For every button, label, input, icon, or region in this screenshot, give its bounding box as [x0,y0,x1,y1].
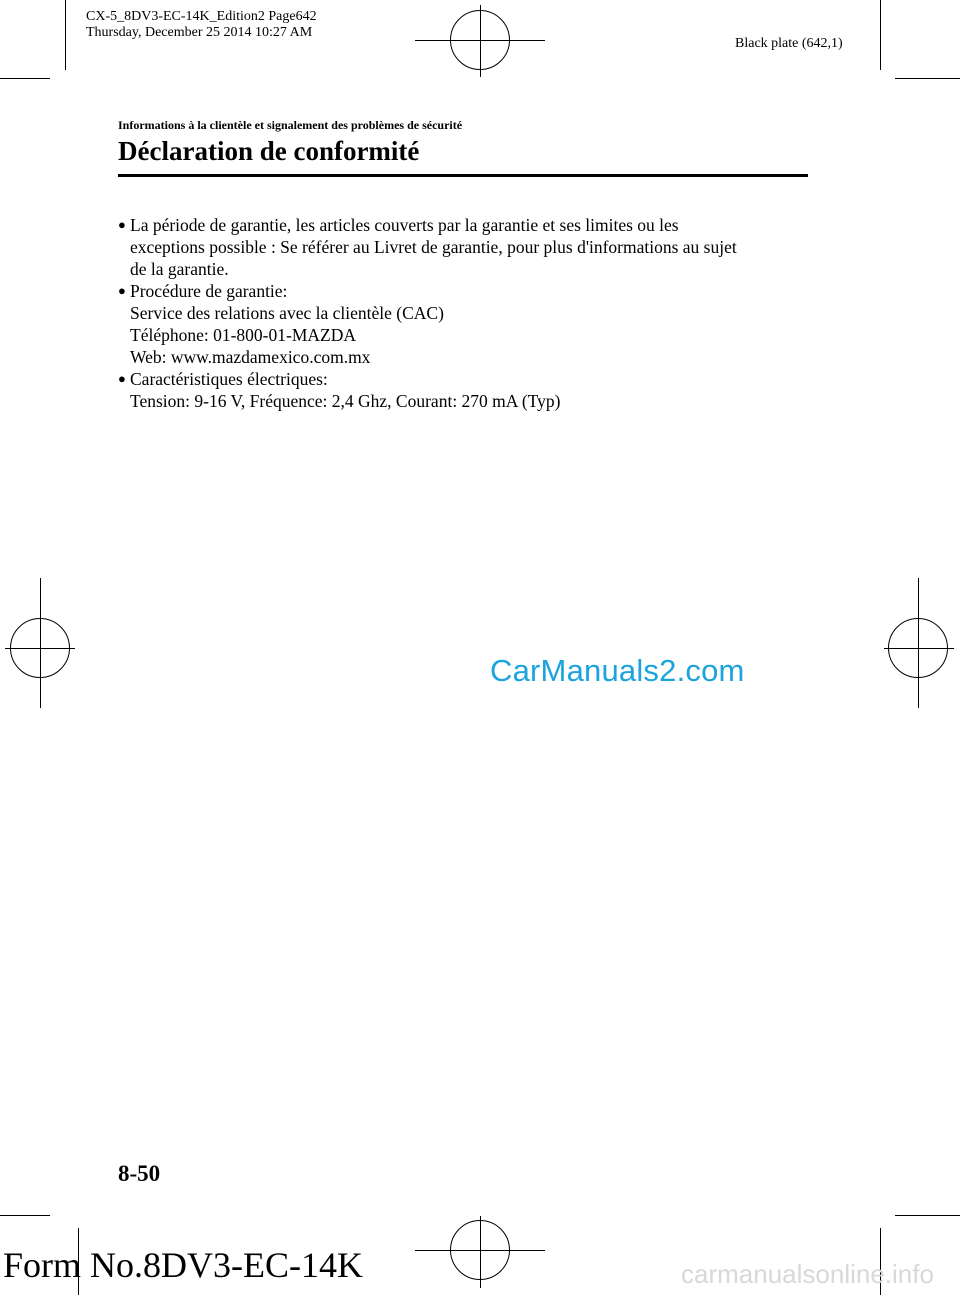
registration-mark-left [10,618,70,678]
list-item [118,214,808,280]
registration-mark-bottom [450,1220,510,1280]
bullet-list [118,214,808,412]
title-rule [118,174,808,177]
print-file-info [86,9,317,41]
text-line: Téléphone: 01-800-01-MAZDA [130,325,356,345]
registration-mark-top [450,10,510,70]
watermark: CarManuals2.com [490,653,745,688]
text-line: Web: www.mazdamexico.com.mx [130,347,371,367]
text-line: Procédure de garantie: [130,281,288,301]
page-title: Déclaration de conformité [118,136,420,166]
form-number: Form No.8DV3-EC-14K [3,1245,363,1285]
text-line: Service des relations avec la clientèle (CAC) [130,303,444,323]
plate-label: Black plate (642,1) [735,36,843,51]
text-line: de la garantie. [130,259,229,279]
page-number: 8-50 [118,1161,161,1186]
bullet-icon: ● [118,371,126,386]
text-line: Tension: 9-16 V, Fréquence: 2,4 Ghz, Courant: 270 mA (Typ) [130,391,561,411]
bullet-icon: ● [118,217,126,232]
text-line: Caractéristiques électriques: [130,369,328,389]
list-item [118,280,808,368]
text-line: exceptions possible : Se référer au Livret de garantie, pour plus d'informations au sujet [130,237,737,257]
list-item [118,368,808,412]
date-line: Thursday, December 25 2014 10:27 AM [86,25,313,40]
file-line: CX-5_8DV3-EC-14K_Edition2 Page642 [86,9,317,24]
bullet-icon: ● [118,283,126,298]
registration-mark-right [888,618,948,678]
site-watermark: carmanualsonline.info [681,1259,934,1289]
text-line: La période de garantie, les articles couverts par la garantie et ses limites ou les [130,215,679,235]
section-label: Informations à la clientèle et signalement des problèmes de sécurité [118,118,463,132]
